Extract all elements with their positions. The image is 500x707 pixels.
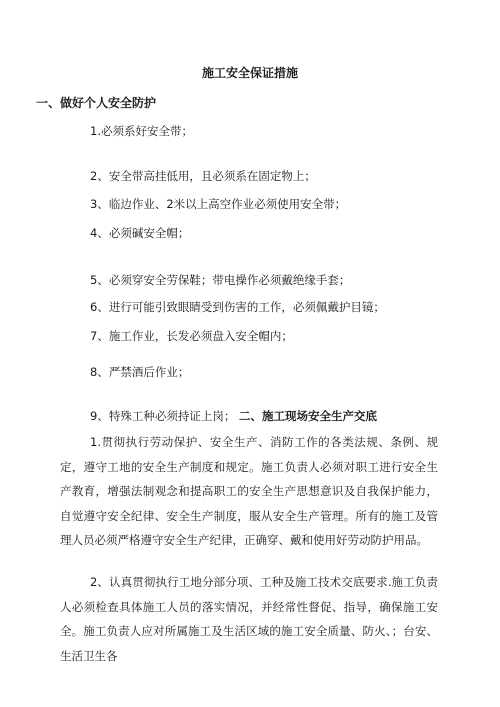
list-item: 6、进行可能引致眼睛受到伤害的工作，必须佩戴护目镜；	[90, 300, 385, 314]
list-item: 2、安全带高挂低用，且必须系在固定物上；	[90, 169, 316, 183]
list-item: 7、施工作业，长发必须盘入安全帽内；	[90, 329, 293, 343]
section-heading-personal-protection: 一、做好个人安全防护	[36, 96, 157, 110]
list-item-text: 9、特殊工种必须持证上岗；	[90, 409, 236, 423]
section-heading-site-safety: 二、施工现场安全生产交底	[238, 409, 377, 423]
list-item: 5、必须穿安全劳保鞋；带电操作必须戴绝缘手套；	[90, 273, 351, 287]
list-item: 1.必须系好安全带；	[90, 124, 193, 138]
list-item: 8、严禁酒后作业；	[90, 365, 190, 379]
document-title: 施工安全保证措施	[201, 66, 298, 80]
list-item-with-heading	[90, 408, 377, 424]
list-item: 4、必须碱安全帽；	[90, 226, 190, 240]
paragraph-1: 1.贯彻执行劳动保护、安全生产、消防工作的各类法规、条例、规定，遵守工地的安全生产制度和规定。施工负责人必须对职工进行安全生产教育，增强法制观念和提高职工的安全生产思想意识及自我保护能力，自觉遵守安全纪律、安全生产制度，服从安全生产管理。所有的施工及管理人员必须严格遵守安全生产纪律，正确穿、戴和使用好劳动防护用品。	[60, 435, 438, 547]
paragraph-2: 2、认真贯彻执行工地分部分项、工种及施工技术交底要求.施工负责人必须检查具体施工人员的落实情况，并经常性督促、指导，确保施工安全。施工负责人应对所属施工及生活区域的施工安全质量、防火、；台安、生活卫生各	[60, 575, 438, 663]
list-item: 3、临边作业、2米以上高空作业必须使用安全带；	[90, 197, 347, 211]
